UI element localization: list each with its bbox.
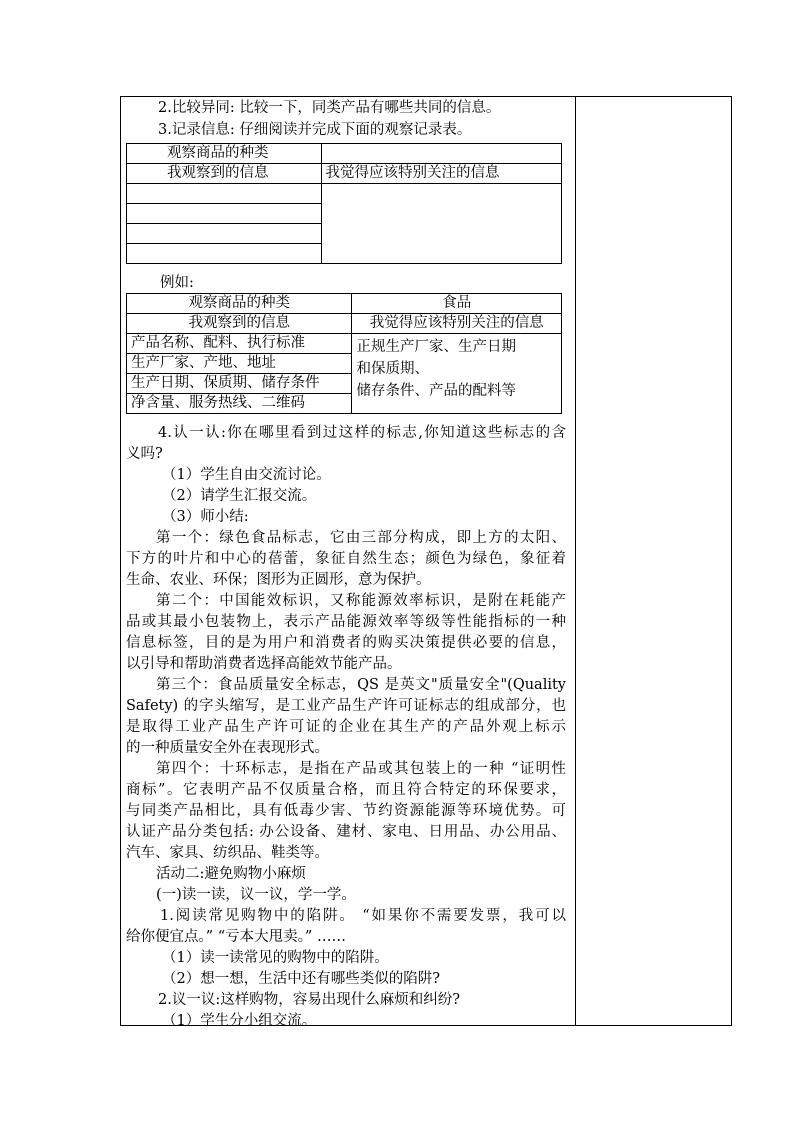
example-kind-value: 食品 xyxy=(352,294,562,314)
body-line: 与同类产品相比，具有低毒少害、节约资源能源等环境优势。可 xyxy=(126,803,566,819)
record-kind-label: 观察商品的种类 xyxy=(127,144,322,164)
body-line: 认证产品分类包括: 办公设备、建材、家电、日用品、办公用品、 xyxy=(126,824,566,840)
table-row xyxy=(127,294,562,314)
step-compare: 2.比较异同: 比较一下，同类产品有哪些共同的信息。 xyxy=(158,100,501,116)
notes-column-divider xyxy=(575,96,576,1026)
example-observed-cell: 净含量、服务热线、二维码 xyxy=(127,394,352,414)
table-row xyxy=(127,144,562,164)
body-line: (一)读一读，议一议，学一学。 xyxy=(156,887,356,903)
body-line: 1.阅读常见购物中的陷阱。 “如果你不需要发票，我可以 xyxy=(160,908,566,924)
table-row xyxy=(127,184,562,204)
body-line: 第四个：十环标志，是指在产品或其包装上的一种 “证明性 xyxy=(156,761,566,777)
record-observed-header: 我观察到的信息 xyxy=(127,164,322,184)
example-observed-header: 我观察到的信息 xyxy=(127,314,352,334)
body-line: （1）学生分小组交流。 xyxy=(162,1013,317,1029)
body-line: 是取得工业产品生产许可证的企业在其生产的产品外观上标示 xyxy=(126,719,566,735)
body-line: （2）想一想，生活中还有哪些类似的陷阱? xyxy=(162,971,440,987)
body-line: 第一个：绿色食品标志，它由三部分构成，即上方的太阳、 xyxy=(156,530,566,546)
body-line: （2）请学生汇报交流。 xyxy=(162,488,317,504)
record-attention-header: 我觉得应该特别关注的信息 xyxy=(321,164,561,184)
example-attention-cell xyxy=(352,334,562,414)
record-table xyxy=(126,143,562,264)
record-observed-cell[interactable] xyxy=(127,184,322,204)
body-line: 商标”。它表明产品不仅质量合格，而且符合特定的环保要求， xyxy=(126,782,566,798)
body-line: 第三个：食品质量安全标志，QS 是英文"质量安全"(Quality xyxy=(156,677,566,693)
body-line: 信息标签，目的是为用户和消费者的购买决策提供必要的信息， xyxy=(126,635,566,651)
example-attention-header: 我觉得应该特别关注的信息 xyxy=(352,314,562,334)
body-line: 的一种质量安全外在表现形式。 xyxy=(126,740,329,756)
body-line: Safety) 的字头缩写，是工业产品生产许可证标志的组成部分，也 xyxy=(126,698,566,714)
example-observed-cell: 生产厂家、产地、地址 xyxy=(127,354,352,374)
body-line: 汽车、家具、纺织品、鞋类等。 xyxy=(126,845,329,861)
body-line: 下方的叶片和中心的蓓蕾，象征自然生态；颜色为绿色，象征着 xyxy=(126,551,566,567)
example-observed-cell: 产品名称、配料、执行标准 xyxy=(127,334,352,354)
table-row xyxy=(127,334,562,354)
body-line: 品或其最小包装物上，表示产品能源效率等级等性能指标的一种 xyxy=(126,614,566,630)
step-record: 3.记录信息: 仔细阅读并完成下面的观察记录表。 xyxy=(158,122,472,138)
example-attention-line: 和保质期、 xyxy=(356,361,429,377)
body-line: （1）学生自由交流讨论。 xyxy=(162,467,331,483)
example-kind-label: 观察商品的种类 xyxy=(127,294,352,314)
activity-two-heading: 活动二:避免购物小麻烦 xyxy=(156,866,306,882)
example-observed-cell: 生产日期、保质期、储存条件 xyxy=(127,374,352,394)
body-line: 以引导和帮助消费者选择高能效节能产品。 xyxy=(126,656,402,672)
body-line: 4.认一认:你在哪里看到过这样的标志,你知道这些标志的含 xyxy=(158,425,566,441)
body-line: （3）师小结: xyxy=(162,509,249,525)
body-line: 义吗? xyxy=(126,446,163,462)
record-kind-value[interactable] xyxy=(321,144,561,164)
example-label: 例如: xyxy=(160,275,194,291)
body-line: （1）读一读常见的购物中的陷阱。 xyxy=(162,950,389,966)
body-line: 2.议一议:这样购物，容易出现什么麻烦和纠纷? xyxy=(158,992,460,1008)
record-observed-cell[interactable] xyxy=(127,244,322,264)
body-line: 第二个：中国能效标识，又称能源效率标识，是附在耗能产 xyxy=(156,593,566,609)
record-observed-cell[interactable] xyxy=(127,204,322,224)
record-attention-cell[interactable] xyxy=(321,184,561,264)
example-attention-line: 正规生产厂家、生产日期 xyxy=(356,339,516,355)
example-table xyxy=(126,293,562,414)
table-row xyxy=(127,314,562,334)
table-row xyxy=(127,164,562,184)
body-line: 给你便宜点。” “亏本大甩卖。” …… xyxy=(126,929,346,945)
example-attention-line: 储存条件、产品的配料等 xyxy=(356,383,516,399)
body-line: 生命、农业、环保；图形为正圆形，意为保护。 xyxy=(126,572,431,588)
record-observed-cell[interactable] xyxy=(127,224,322,244)
